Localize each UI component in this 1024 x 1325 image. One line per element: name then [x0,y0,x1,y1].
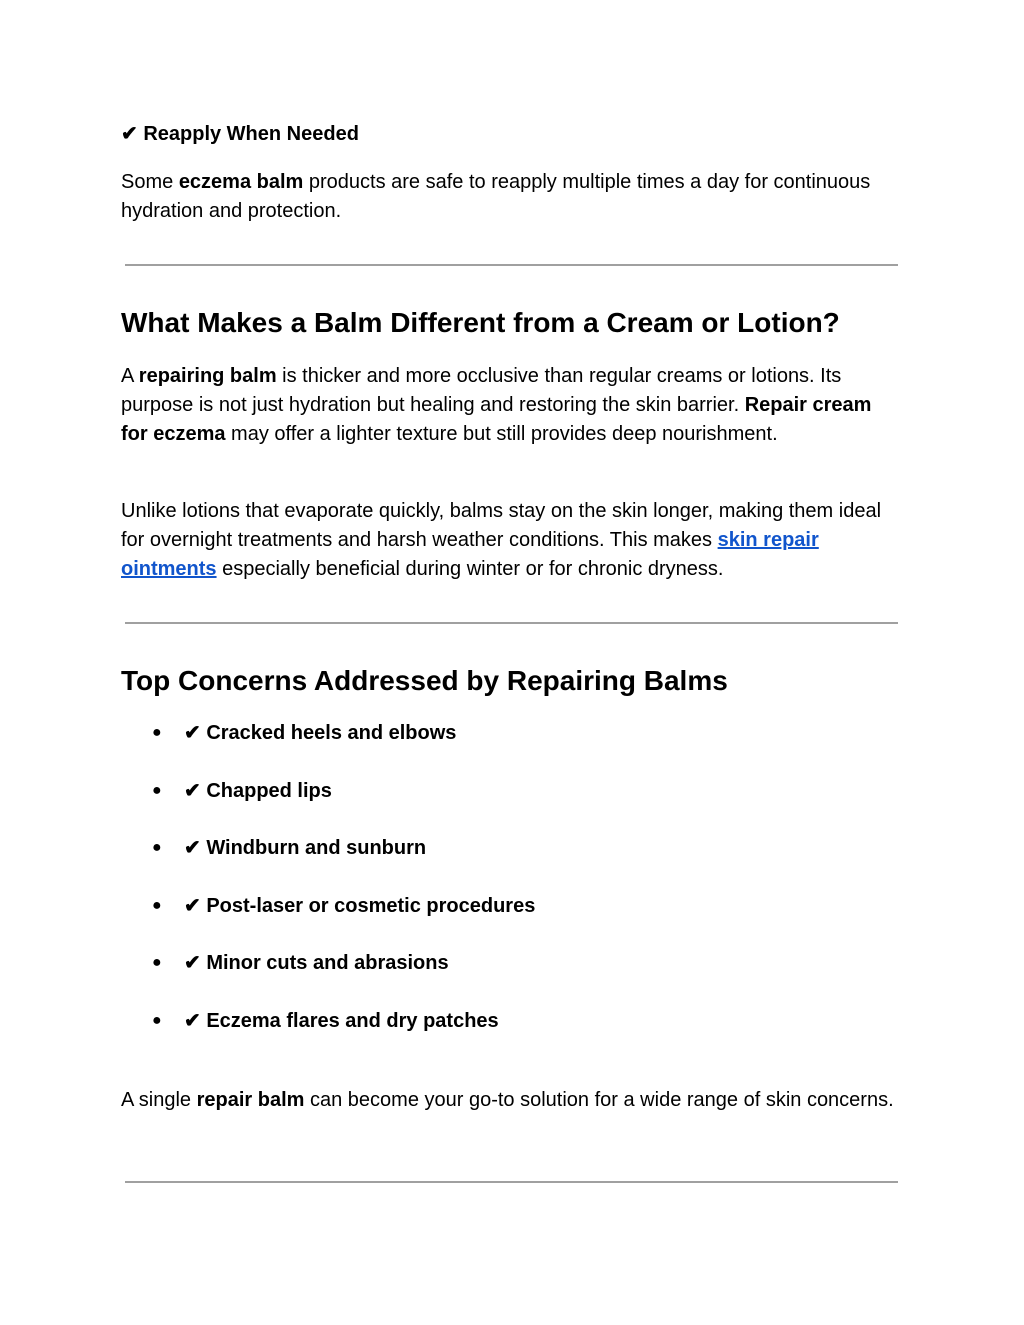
paragraph-closing: A single repair balm can become your go-to solution for a wide range of skin concerns. [121,1089,894,1111]
list-item: ● ✔ Post-laser or cosmetic procedures [121,891,535,949]
list-item: ● ✔ Cracked heels and elbows [121,718,535,776]
bullet-icon: ● [152,724,162,741]
paragraph-reapply: Some eczema balm products are safe to reapply multiple times a day for continuous hydration and protection. [121,171,871,222]
keyword-repairing-balm: repairing balm [138,365,277,387]
list-item: ● ✔ Eczema flares and dry patches [121,1006,535,1064]
bullet-icon: ● [152,1011,162,1029]
keyword-repair-cream: Repair cream for eczema [121,394,872,445]
paragraph-lotions: Unlike lotions that evaporate quickly, balms stay on the skin longer, making them ideal for overnight treatments and harsh weather conditions. This makes skin repair ointments especially beneficial during winter or for chronic dryness. [121,500,882,580]
paragraph-repairing-balm: A repairing balm is thicker and more occlusive than regular creams or lotions. Its purpose is not just hydration but healing and restoring the skin barrier. Repair cream for eczema may offer a lighter texture but still provides deep nourishment. [121,365,872,445]
bullet-icon: ● [152,839,162,857]
keyword-eczema-balm: eczema balm [178,171,304,193]
bullet-icon: ● [152,781,162,799]
bullet-icon: ● [152,954,162,972]
link-skin-repair-ointments[interactable]: skin repair ointments [121,529,819,580]
keyword-repair-balm: repair balm [196,1089,305,1111]
heading-top-concerns: Top Concerns Addressed by Repairing Balms [121,665,728,696]
divider [125,622,898,624]
bullet-icon: ● [152,896,162,914]
list-item: ● ✔ Chapped lips [121,776,535,834]
list-item: ● ✔ Minor cuts and abrasions [121,948,535,1006]
divider [125,1181,898,1183]
concerns-list [121,718,535,1064]
subheading-reapply: ✔ Reapply When Needed [121,123,359,145]
divider [125,264,898,266]
heading-balm-vs-cream: What Makes a Balm Different from a Cream or Lotion? [121,307,840,338]
list-item: ● ✔ Windburn and sunburn [121,833,535,891]
